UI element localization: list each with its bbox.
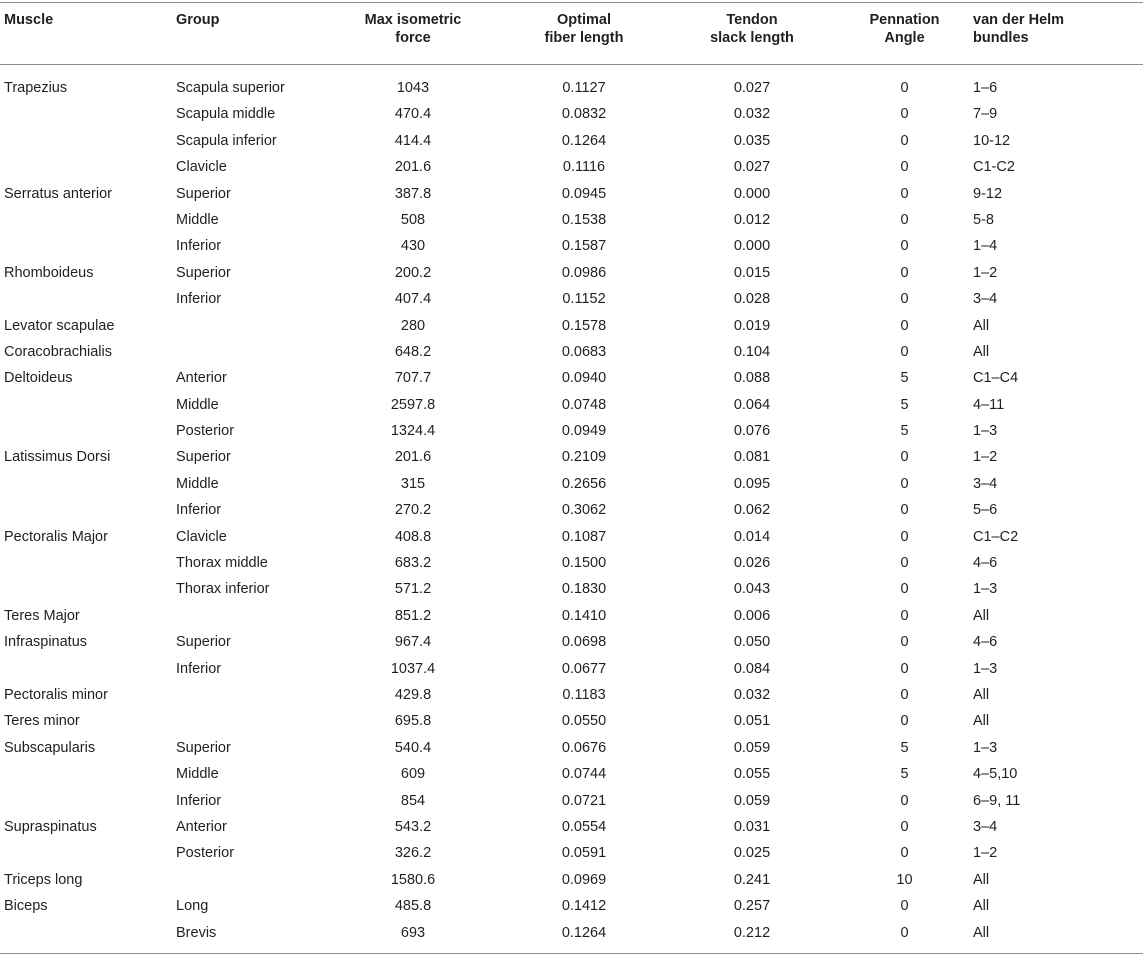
cell-tendon-slack: 0.059 [733, 792, 771, 809]
cell-group: Superior [176, 264, 231, 281]
cell-pennation: 0 [900, 818, 909, 835]
cell-bundles: 6–9, 11 [973, 792, 1021, 809]
cell-group: Inferior [176, 792, 222, 809]
cell-group: Inferior [176, 238, 222, 255]
cell-fiber-length: 0.3062 [561, 502, 607, 519]
cell-bundles: C1-C2 [973, 159, 1015, 176]
cell-muscle [0, 471, 176, 497]
table-row [0, 656, 1143, 682]
cell-muscle: Deltoideus [4, 370, 73, 387]
cell-group: Superior [176, 185, 231, 202]
cell-max-force: 1580.6 [390, 871, 436, 888]
cell-max-force: 485.8 [394, 898, 432, 915]
header-fiber-length [500, 4, 668, 64]
cell-pennation: 0 [900, 475, 909, 492]
cell-max-force: 201.6 [394, 159, 432, 176]
cell-muscle [0, 656, 176, 682]
cell-bundles: All [973, 924, 990, 941]
cell-bundles: 10-12 [973, 132, 1011, 149]
cell-muscle: Latissimus Dorsi [4, 449, 111, 466]
cell-tendon-slack: 0.257 [733, 898, 771, 915]
cell-fiber-length: 0.1152 [562, 291, 606, 308]
cell-fiber-length: 0.1264 [561, 924, 607, 941]
cell-bundles: 1–3 [973, 660, 998, 677]
table-row [0, 339, 1143, 365]
cell-muscle: Coracobrachialis [4, 343, 112, 360]
cell-pennation: 5 [900, 739, 909, 756]
cell-fiber-length: 0.1538 [561, 211, 607, 228]
cell-group: Middle [176, 211, 219, 228]
cell-muscle [0, 788, 176, 814]
cell-fiber-length: 0.1264 [561, 132, 607, 149]
cell-bundles: C1–C4 [973, 370, 1019, 387]
bottom-rule [0, 953, 1143, 954]
cell-tendon-slack: 0.104 [733, 343, 771, 360]
header-pennation-line2: Angle [884, 30, 925, 46]
table-header [0, 4, 1143, 64]
cell-tendon-slack: 0.095 [733, 475, 771, 492]
table-row [0, 313, 1143, 339]
cell-pennation: 0 [900, 80, 909, 96]
cell-pennation: 0 [900, 686, 909, 703]
table-row [0, 735, 1143, 761]
table-row [0, 128, 1143, 154]
header-bundles-line1: van der Helm [973, 12, 1065, 28]
cell-group: Superior [176, 634, 231, 651]
table-row [0, 233, 1143, 259]
cell-max-force: 543.2 [394, 818, 432, 835]
cell-bundles: 1–6 [973, 80, 998, 96]
cell-max-force: 571.2 [394, 581, 432, 598]
cell-pennation: 5 [900, 766, 909, 783]
table-row [0, 101, 1143, 127]
cell-bundles: All [973, 713, 990, 730]
cell-pennation: 0 [900, 555, 909, 572]
cell-group: Scapula middle [176, 106, 276, 123]
cell-bundles: All [973, 871, 990, 888]
cell-max-force: 967.4 [394, 634, 432, 651]
cell-group: Scapula superior [176, 80, 285, 96]
cell-max-force: 201.6 [394, 449, 432, 466]
cell-bundles: 1–2 [973, 449, 998, 466]
cell-group: Anterior [176, 818, 227, 835]
cell-pennation: 0 [900, 106, 909, 123]
cell-tendon-slack: 0.051 [733, 713, 771, 730]
cell-pennation: 0 [900, 159, 909, 176]
table-row [0, 392, 1143, 418]
cell-group: Posterior [176, 423, 235, 440]
cell-fiber-length: 0.0945 [561, 185, 607, 202]
cell-max-force: 508 [400, 211, 426, 228]
cell-bundles: All [973, 686, 990, 703]
cell-fiber-length: 0.1500 [561, 555, 607, 572]
cell-group [176, 682, 326, 708]
cell-bundles: All [973, 607, 990, 624]
cell-muscle: Infraspinatus [4, 634, 88, 651]
cell-max-force: 693 [400, 924, 426, 941]
cell-bundles: All [973, 317, 990, 334]
cell-tendon-slack: 0.055 [733, 766, 771, 783]
header-row [0, 4, 1143, 64]
cell-tendon-slack: 0.076 [733, 423, 771, 440]
cell-bundles: 1–2 [973, 845, 998, 862]
cell-bundles: 5–6 [973, 502, 998, 519]
cell-group: Middle [176, 396, 219, 413]
cell-tendon-slack: 0.000 [733, 238, 771, 255]
cell-muscle [0, 497, 176, 523]
table-row [0, 788, 1143, 814]
cell-fiber-length: 0.1127 [562, 80, 606, 96]
header-bundles-line2: bundles [973, 30, 1029, 46]
cell-group: Inferior [176, 291, 222, 308]
cell-muscle [0, 207, 176, 233]
cell-tendon-slack: 0.026 [733, 555, 771, 572]
cell-fiber-length: 0.0949 [561, 423, 607, 440]
table-row [0, 550, 1143, 576]
cell-muscle: Pectoralis minor [4, 686, 108, 703]
table-row [0, 75, 1143, 101]
cell-pennation: 0 [900, 317, 909, 334]
cell-pennation: 0 [900, 660, 909, 677]
cell-fiber-length: 0.0698 [561, 634, 607, 651]
cell-group [176, 867, 326, 893]
cell-fiber-length: 0.0554 [561, 818, 607, 835]
cell-muscle [0, 418, 176, 444]
cell-bundles: 1–2 [973, 264, 998, 281]
cell-group: Clavicle [176, 159, 227, 176]
cell-bundles: 3–4 [973, 818, 998, 835]
cell-pennation: 0 [900, 185, 909, 202]
cell-muscle: Subscapularis [4, 739, 96, 756]
cell-muscle [0, 576, 176, 602]
cell-group: Brevis [176, 924, 217, 941]
table-row [0, 444, 1143, 470]
cell-tendon-slack: 0.081 [733, 449, 771, 466]
cell-muscle [0, 392, 176, 418]
header-tendon-line1: Tendon [726, 12, 778, 28]
cell-pennation: 0 [900, 713, 909, 730]
cell-tendon-slack: 0.019 [733, 317, 771, 334]
cell-muscle [0, 761, 176, 787]
table-row [0, 761, 1143, 787]
table-row [0, 682, 1143, 708]
header-spacer [0, 64, 1143, 75]
cell-fiber-length: 0.1410 [561, 607, 607, 624]
cell-max-force: 2597.8 [390, 396, 436, 413]
cell-pennation: 5 [900, 370, 909, 387]
cell-bundles: 1–3 [973, 739, 998, 756]
cell-bundles: 4–6 [973, 634, 998, 651]
header-fiber-line1: Optimal [557, 12, 611, 28]
cell-pennation: 0 [900, 264, 909, 281]
cell-tendon-slack: 0.006 [733, 607, 771, 624]
table-row [0, 207, 1143, 233]
cell-max-force: 851.2 [394, 607, 432, 624]
cell-muscle [0, 154, 176, 180]
cell-max-force: 540.4 [394, 739, 432, 756]
cell-pennation: 0 [900, 502, 909, 519]
cell-pennation: 0 [900, 211, 909, 228]
spacer-cell [0, 64, 1143, 75]
cell-tendon-slack: 0.012 [733, 211, 771, 228]
cell-pennation: 5 [900, 423, 909, 440]
cell-fiber-length: 0.0832 [561, 106, 607, 123]
cell-fiber-length: 0.1587 [561, 238, 607, 255]
cell-pennation: 10 [896, 871, 913, 888]
cell-fiber-length: 0.0550 [561, 713, 607, 730]
cell-group [176, 708, 326, 734]
cell-max-force: 683.2 [394, 555, 432, 572]
cell-fiber-length: 0.0748 [561, 396, 607, 413]
cell-muscle: Triceps long [4, 871, 83, 888]
cell-group: Thorax inferior [176, 581, 270, 598]
cell-group: Long [176, 898, 209, 915]
cell-max-force: 1043 [396, 80, 430, 96]
cell-bundles: 3–4 [973, 291, 998, 308]
cell-max-force: 854 [400, 792, 426, 809]
cell-group: Inferior [176, 660, 222, 677]
cell-pennation: 0 [900, 845, 909, 862]
table-row [0, 840, 1143, 866]
cell-bundles: 4–6 [973, 555, 998, 572]
cell-tendon-slack: 0.084 [733, 660, 771, 677]
header-max-force [326, 4, 500, 64]
table-row [0, 181, 1143, 207]
table-row [0, 893, 1143, 919]
cell-tendon-slack: 0.241 [733, 871, 771, 888]
cell-fiber-length: 0.1116 [562, 159, 606, 176]
header-bundles [973, 4, 1143, 64]
cell-group: Thorax middle [176, 555, 268, 572]
cell-tendon-slack: 0.043 [733, 581, 771, 598]
cell-tendon-slack: 0.059 [733, 739, 771, 756]
cell-pennation: 5 [900, 396, 909, 413]
cell-pennation: 0 [900, 792, 909, 809]
table-row [0, 497, 1143, 523]
cell-pennation: 0 [900, 343, 909, 360]
cell-pennation: 0 [900, 634, 909, 651]
cell-fiber-length: 0.1830 [561, 581, 607, 598]
table-row [0, 524, 1143, 550]
cell-group: Superior [176, 449, 231, 466]
cell-fiber-length: 0.1412 [561, 898, 607, 915]
cell-fiber-length: 0.0744 [561, 766, 607, 783]
cell-group: Scapula inferior [176, 132, 277, 149]
header-fiber-line2: fiber length [544, 30, 624, 46]
table-row [0, 867, 1143, 893]
cell-tendon-slack: 0.212 [733, 924, 771, 941]
cell-fiber-length: 0.0969 [561, 871, 607, 888]
cell-group: Inferior [176, 502, 222, 519]
cell-max-force: 326.2 [394, 845, 432, 862]
cell-tendon-slack: 0.032 [733, 106, 771, 123]
table-row [0, 418, 1143, 444]
header-pennation-line1: Pennation [869, 12, 940, 28]
cell-max-force: 408.8 [394, 528, 432, 545]
header-tendon-line2: slack length [710, 30, 794, 46]
header-group [176, 4, 326, 64]
cell-fiber-length: 0.2109 [561, 449, 607, 466]
cell-fiber-length: 0.1087 [561, 528, 607, 545]
cell-tendon-slack: 0.062 [733, 502, 771, 519]
cell-max-force: 280 [400, 317, 426, 334]
cell-muscle [0, 233, 176, 259]
cell-fiber-length: 0.0677 [561, 660, 607, 677]
cell-muscle: Levator scapulae [4, 317, 115, 334]
cell-max-force: 315 [400, 475, 426, 492]
cell-pennation: 0 [900, 898, 909, 915]
table-row [0, 629, 1143, 655]
cell-tendon-slack: 0.027 [733, 159, 771, 176]
cell-fiber-length: 0.0676 [561, 739, 607, 756]
cell-bundles: 5-8 [973, 211, 994, 228]
cell-group: Clavicle [176, 528, 227, 545]
cell-max-force: 707.7 [394, 370, 432, 387]
table-row [0, 603, 1143, 629]
cell-muscle [0, 550, 176, 576]
cell-max-force: 648.2 [394, 343, 432, 360]
cell-bundles: 4–5,10 [973, 766, 1018, 783]
cell-tendon-slack: 0.050 [733, 634, 771, 651]
cell-bundles: 1–4 [973, 238, 998, 255]
cell-tendon-slack: 0.064 [733, 396, 771, 413]
header-muscle [0, 4, 176, 64]
cell-bundles: 1–3 [973, 423, 998, 440]
cell-max-force: 695.8 [394, 713, 432, 730]
cell-fiber-length: 0.1578 [561, 317, 607, 334]
header-group-label: Group [176, 12, 220, 28]
cell-fiber-length: 0.1183 [562, 686, 606, 703]
cell-muscle: Teres minor [4, 713, 80, 730]
table-body [0, 64, 1143, 946]
cell-pennation: 0 [900, 528, 909, 545]
cell-muscle [0, 920, 176, 946]
cell-fiber-length: 0.0940 [561, 370, 607, 387]
cell-group: Middle [176, 475, 219, 492]
cell-pennation: 0 [900, 238, 909, 255]
cell-fiber-length: 0.0591 [561, 845, 607, 862]
muscle-parameters-table [0, 4, 1143, 946]
table-row [0, 260, 1143, 286]
cell-tendon-slack: 0.027 [733, 80, 771, 96]
cell-pennation: 0 [900, 132, 909, 149]
table-row [0, 576, 1143, 602]
cell-fiber-length: 0.0986 [561, 264, 607, 281]
top-rule [0, 2, 1143, 3]
cell-tendon-slack: 0.028 [733, 291, 771, 308]
table-row [0, 920, 1143, 946]
cell-pennation: 0 [900, 607, 909, 624]
cell-max-force: 470.4 [394, 106, 432, 123]
table-row [0, 708, 1143, 734]
cell-muscle [0, 286, 176, 312]
cell-max-force: 407.4 [394, 291, 432, 308]
cell-pennation: 0 [900, 291, 909, 308]
cell-group [176, 313, 326, 339]
cell-tendon-slack: 0.031 [733, 818, 771, 835]
table-row [0, 471, 1143, 497]
cell-fiber-length: 0.0683 [561, 343, 607, 360]
cell-max-force: 609 [400, 766, 426, 783]
cell-tendon-slack: 0.035 [733, 132, 771, 149]
cell-tendon-slack: 0.025 [733, 845, 771, 862]
header-pennation-angle [836, 4, 973, 64]
cell-group [176, 339, 326, 365]
cell-muscle: Biceps [4, 898, 48, 915]
cell-pennation: 0 [900, 924, 909, 941]
cell-tendon-slack: 0.032 [733, 686, 771, 703]
cell-group: Superior [176, 739, 231, 756]
cell-group: Posterior [176, 845, 235, 862]
cell-fiber-length: 0.0721 [561, 792, 607, 809]
table-row [0, 814, 1143, 840]
cell-bundles: 9-12 [973, 185, 1003, 202]
cell-bundles: All [973, 898, 990, 915]
cell-tendon-slack: 0.088 [733, 370, 771, 387]
cell-group: Middle [176, 766, 219, 783]
header-muscle-label: Muscle [4, 12, 54, 28]
header-max-force-line2: force [395, 30, 431, 46]
cell-bundles: 3–4 [973, 475, 998, 492]
cell-muscle: Serratus anterior [4, 185, 112, 202]
cell-bundles: 1–3 [973, 581, 998, 598]
cell-group: Anterior [176, 370, 227, 387]
cell-max-force: 1037.4 [390, 660, 436, 677]
cell-max-force: 430 [400, 238, 426, 255]
cell-max-force: 429.8 [394, 686, 432, 703]
cell-muscle [0, 840, 176, 866]
table-row [0, 154, 1143, 180]
cell-tendon-slack: 0.014 [733, 528, 771, 545]
cell-muscle: Teres Major [4, 607, 80, 624]
cell-bundles: All [973, 343, 990, 360]
cell-bundles: 4–11 [973, 396, 1005, 413]
cell-max-force: 387.8 [394, 185, 432, 202]
cell-fiber-length: 0.2656 [561, 475, 607, 492]
cell-pennation: 0 [900, 581, 909, 598]
cell-pennation: 0 [900, 449, 909, 466]
table-row [0, 286, 1143, 312]
cell-muscle [0, 128, 176, 154]
cell-bundles: C1–C2 [973, 528, 1019, 545]
cell-muscle: Rhomboideus [4, 264, 94, 281]
cell-muscle: Pectoralis Major [4, 528, 108, 545]
header-max-force-line1: Max isometric [364, 12, 462, 28]
table-row [0, 365, 1143, 391]
cell-group [176, 603, 326, 629]
header-tendon-slack [668, 4, 836, 64]
cell-max-force: 1324.4 [390, 423, 436, 440]
cell-muscle: Trapezius [4, 80, 68, 96]
cell-muscle: Supraspinatus [4, 818, 97, 835]
cell-tendon-slack: 0.015 [733, 264, 771, 281]
cell-bundles: 7–9 [973, 106, 998, 123]
cell-max-force: 200.2 [394, 264, 432, 281]
cell-tendon-slack: 0.000 [733, 185, 771, 202]
cell-max-force: 414.4 [394, 132, 432, 149]
cell-max-force: 270.2 [394, 502, 432, 519]
cell-muscle [0, 101, 176, 127]
